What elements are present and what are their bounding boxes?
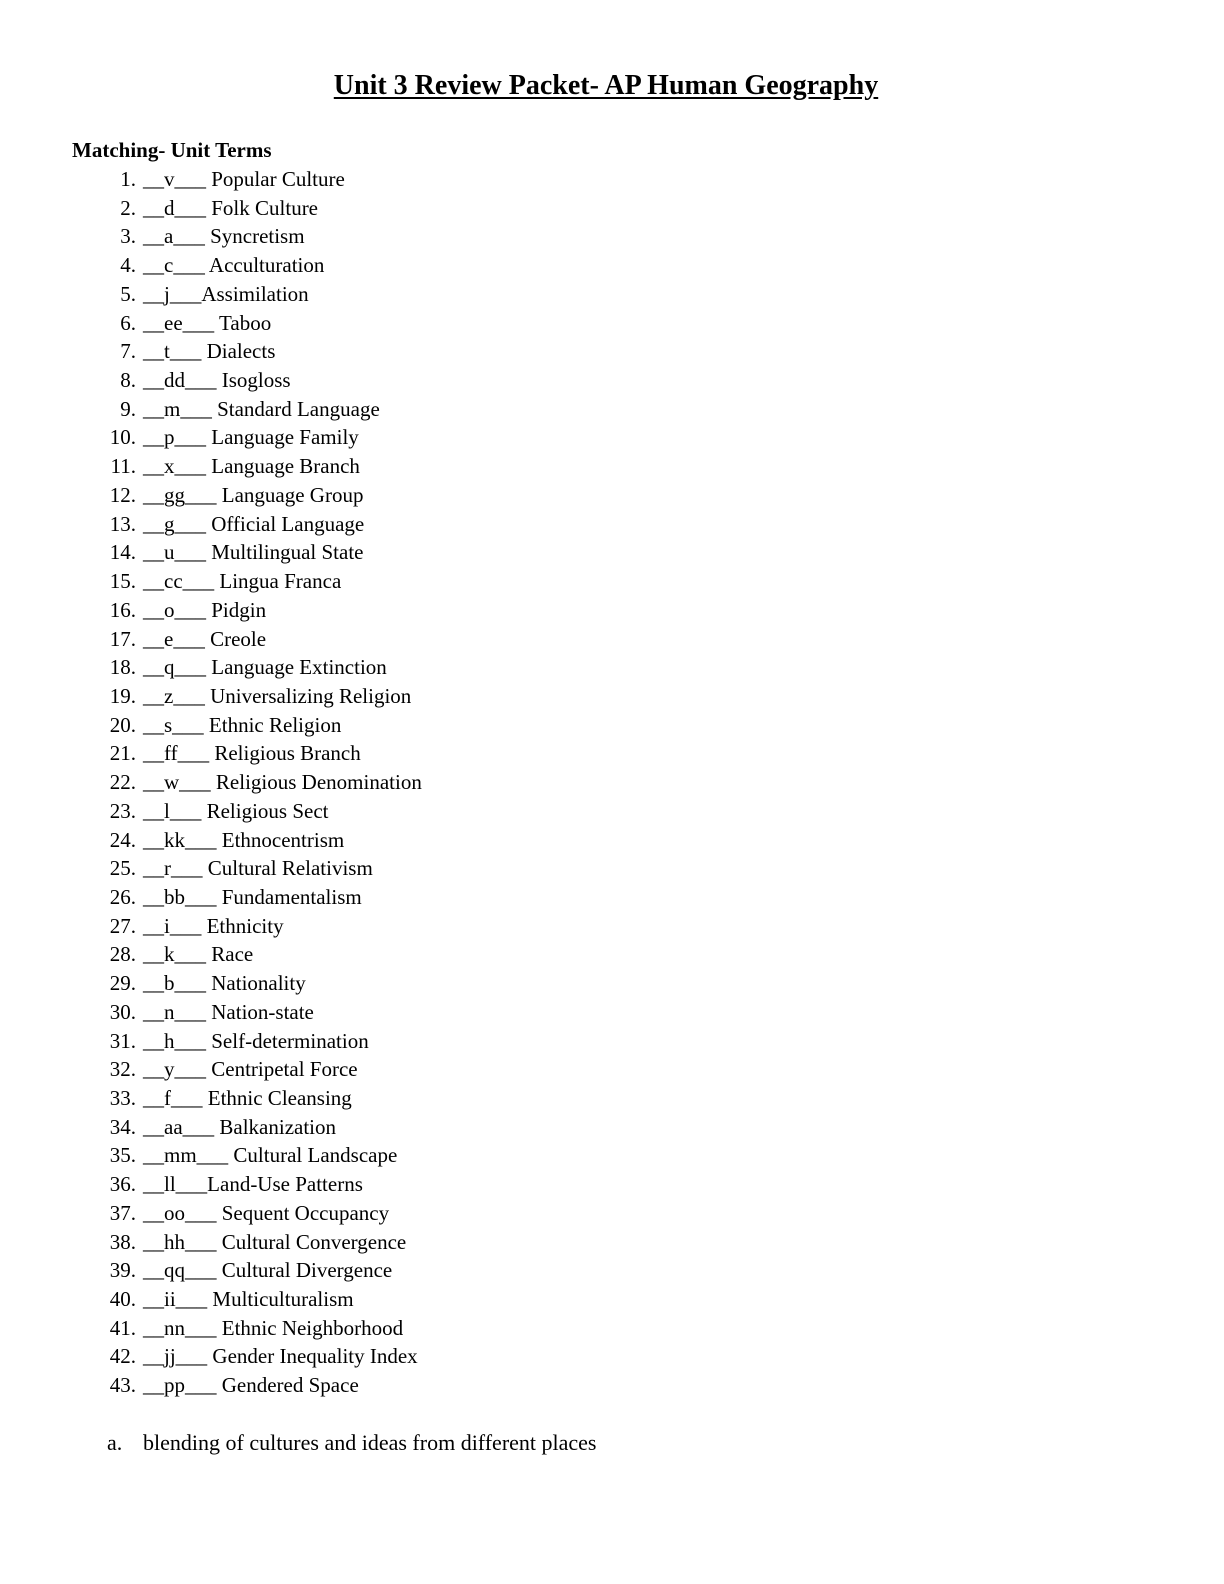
term-text: __f___ Ethnic Cleansing: [143, 1086, 352, 1110]
term-number: 40.: [109, 1287, 136, 1312]
term-text: __j___Assimilation: [143, 281, 309, 306]
term-number: 8.: [120, 368, 136, 393]
term-item: [0, 1256, 393, 1285]
term-item: [0, 510, 365, 539]
term-number: 10.: [109, 425, 136, 450]
term-item: [0, 222, 305, 251]
term-item: [0, 653, 387, 682]
page-title: Unit 3 Review Packet- AP Human Geography: [333, 70, 879, 101]
term-item: [0, 797, 329, 826]
term-number: 20.: [109, 712, 136, 737]
term-number: 36.: [109, 1172, 136, 1197]
term-item: [0, 1027, 369, 1056]
term-text: __u___ Multilingual State: [143, 540, 364, 565]
term-number: 9.: [120, 396, 136, 421]
term-item: [0, 739, 361, 768]
term-number: 7.: [120, 339, 136, 364]
term-number: 28.: [109, 942, 136, 967]
term-number: 42.: [109, 1344, 136, 1369]
matching-heading: Matching- Unit Terms: [72, 138, 272, 162]
term-item: [0, 1228, 407, 1257]
term-number: 21.: [109, 741, 136, 766]
term-item: [0, 596, 267, 625]
term-item: [0, 854, 373, 883]
term-text: __kk___ Ethnocentrism: [143, 827, 345, 852]
term-number: 22.: [109, 770, 136, 795]
term-item: [0, 1170, 363, 1199]
term-number: 14.: [109, 540, 136, 565]
term-number: 3.: [120, 224, 136, 249]
term-text: __q___ Language Extinction: [143, 655, 387, 680]
term-number: 43.: [109, 1373, 136, 1398]
term-item: [0, 366, 291, 395]
term-item: [0, 452, 360, 481]
term-text: __mm___ Cultural Landscape: [143, 1143, 398, 1168]
term-number: 24.: [109, 827, 136, 852]
term-item: [0, 625, 267, 654]
matching-terms-list: [0, 165, 422, 1400]
term-number: 25.: [109, 856, 136, 881]
definition-letter: a.: [107, 1430, 123, 1455]
term-number: 30.: [109, 999, 136, 1024]
term-text: __nn___ Ethnic Neighborhood: [143, 1315, 404, 1340]
term-number: 35.: [109, 1143, 136, 1168]
term-number: 15.: [109, 569, 136, 594]
term-number: 41.: [109, 1315, 136, 1340]
term-item: [0, 1285, 354, 1314]
term-item: [0, 711, 342, 740]
term-item: [0, 940, 254, 969]
term-item: [0, 1371, 359, 1400]
term-text: __ii___ Multiculturalism: [143, 1287, 354, 1312]
term-item: [0, 481, 364, 510]
term-number: 2.: [120, 195, 136, 220]
term-text: __b___ Nationality: [143, 971, 306, 996]
term-number: 34.: [109, 1114, 136, 1139]
term-text: __d___ Folk Culture: [143, 195, 319, 220]
term-number: 38.: [109, 1229, 136, 1254]
term-item: [0, 194, 319, 223]
term-text: __oo___ Sequent Occupancy: [143, 1200, 390, 1225]
term-number: 1.: [120, 167, 136, 191]
term-text: __ee___ Taboo: [143, 310, 272, 335]
term-item: [0, 337, 276, 366]
term-text: __z___ Universalizing Religion: [143, 683, 412, 708]
term-item: [0, 395, 380, 424]
term-number: 18.: [109, 655, 136, 680]
term-number: 13.: [109, 511, 136, 536]
term-text: __cc___ Lingua Franca: [143, 569, 342, 594]
term-item: [0, 969, 306, 998]
term-text: __a___ Syncretism: [143, 224, 305, 249]
term-item: [0, 1314, 404, 1343]
term-text: __gg___ Language Group: [143, 482, 364, 507]
term-text: __w___ Religious Denomination: [143, 770, 422, 795]
term-text: __k___ Race: [143, 942, 254, 967]
term-text: __n___ Nation-state: [143, 999, 314, 1024]
term-text: __l___ Religious Sect: [143, 798, 329, 823]
term-number: 27.: [109, 913, 136, 938]
term-number: 39.: [109, 1258, 136, 1283]
term-text: __ff___ Religious Branch: [143, 741, 361, 766]
term-item: [0, 538, 364, 567]
term-text: __o___ Pidgin: [143, 597, 267, 622]
term-item: [0, 1342, 418, 1371]
term-item: [0, 1141, 398, 1170]
term-item: [0, 423, 359, 452]
definition-text: blending of cultures and ideas from different places: [143, 1430, 597, 1455]
term-item: [0, 1055, 358, 1084]
term-text: __ll___Land-Use Patterns: [143, 1172, 363, 1197]
term-item: [0, 1084, 352, 1113]
term-number: 5.: [120, 281, 136, 306]
term-item: [0, 567, 342, 596]
term-text: __qq___ Cultural Divergence: [143, 1258, 393, 1283]
term-text: __jj___ Gender Inequality Index: [143, 1344, 418, 1369]
term-text: __i___ Ethnicity: [143, 913, 284, 938]
term-text: __g___ Official Language: [143, 511, 365, 536]
term-number: 19.: [109, 683, 136, 708]
term-number: 26.: [109, 884, 136, 909]
term-item: [0, 280, 309, 309]
term-text: __aa___ Balkanization: [143, 1114, 337, 1139]
term-item: [0, 165, 345, 194]
term-item: [0, 912, 284, 941]
term-number: 32.: [109, 1057, 136, 1082]
term-text: __dd___ Isogloss: [143, 368, 291, 393]
term-number: 29.: [109, 971, 136, 996]
term-number: 16.: [109, 597, 136, 622]
term-item: [0, 309, 272, 338]
term-item: [0, 682, 412, 711]
term-number: 12.: [109, 482, 136, 507]
term-text: __s___ Ethnic Religion: [143, 712, 342, 737]
term-text: __r___ Cultural Relativism: [143, 856, 373, 881]
term-text: __t___ Dialects: [143, 339, 276, 364]
term-text: __x___ Language Branch: [143, 454, 360, 479]
term-text: __v___ Popular Culture: [143, 167, 345, 191]
term-item: [0, 251, 325, 280]
term-number: 17.: [109, 626, 136, 651]
term-number: 37.: [109, 1200, 136, 1225]
term-item: [0, 1113, 337, 1142]
term-text: __pp___ Gendered Space: [143, 1373, 359, 1398]
term-number: 11.: [110, 454, 136, 479]
term-item: [0, 998, 314, 1027]
term-text: __y___ Centripetal Force: [143, 1057, 358, 1082]
term-number: 4.: [120, 253, 136, 278]
term-text: __hh___ Cultural Convergence: [143, 1229, 407, 1254]
term-text: __m___ Standard Language: [143, 396, 380, 421]
term-text: __c___ Acculturation: [143, 253, 325, 278]
term-item: [0, 826, 345, 855]
term-text: __p___ Language Family: [143, 425, 359, 450]
term-text: __h___ Self-determination: [143, 1028, 369, 1053]
term-item: [0, 768, 422, 797]
term-item: [0, 1199, 390, 1228]
term-number: 31.: [109, 1028, 136, 1053]
term-text: __e___ Creole: [143, 626, 267, 651]
term-number: 33.: [109, 1086, 136, 1110]
term-number: 23.: [109, 798, 136, 823]
term-number: 6.: [120, 310, 136, 335]
term-text: __bb___ Fundamentalism: [143, 884, 362, 909]
term-item: [0, 883, 362, 912]
